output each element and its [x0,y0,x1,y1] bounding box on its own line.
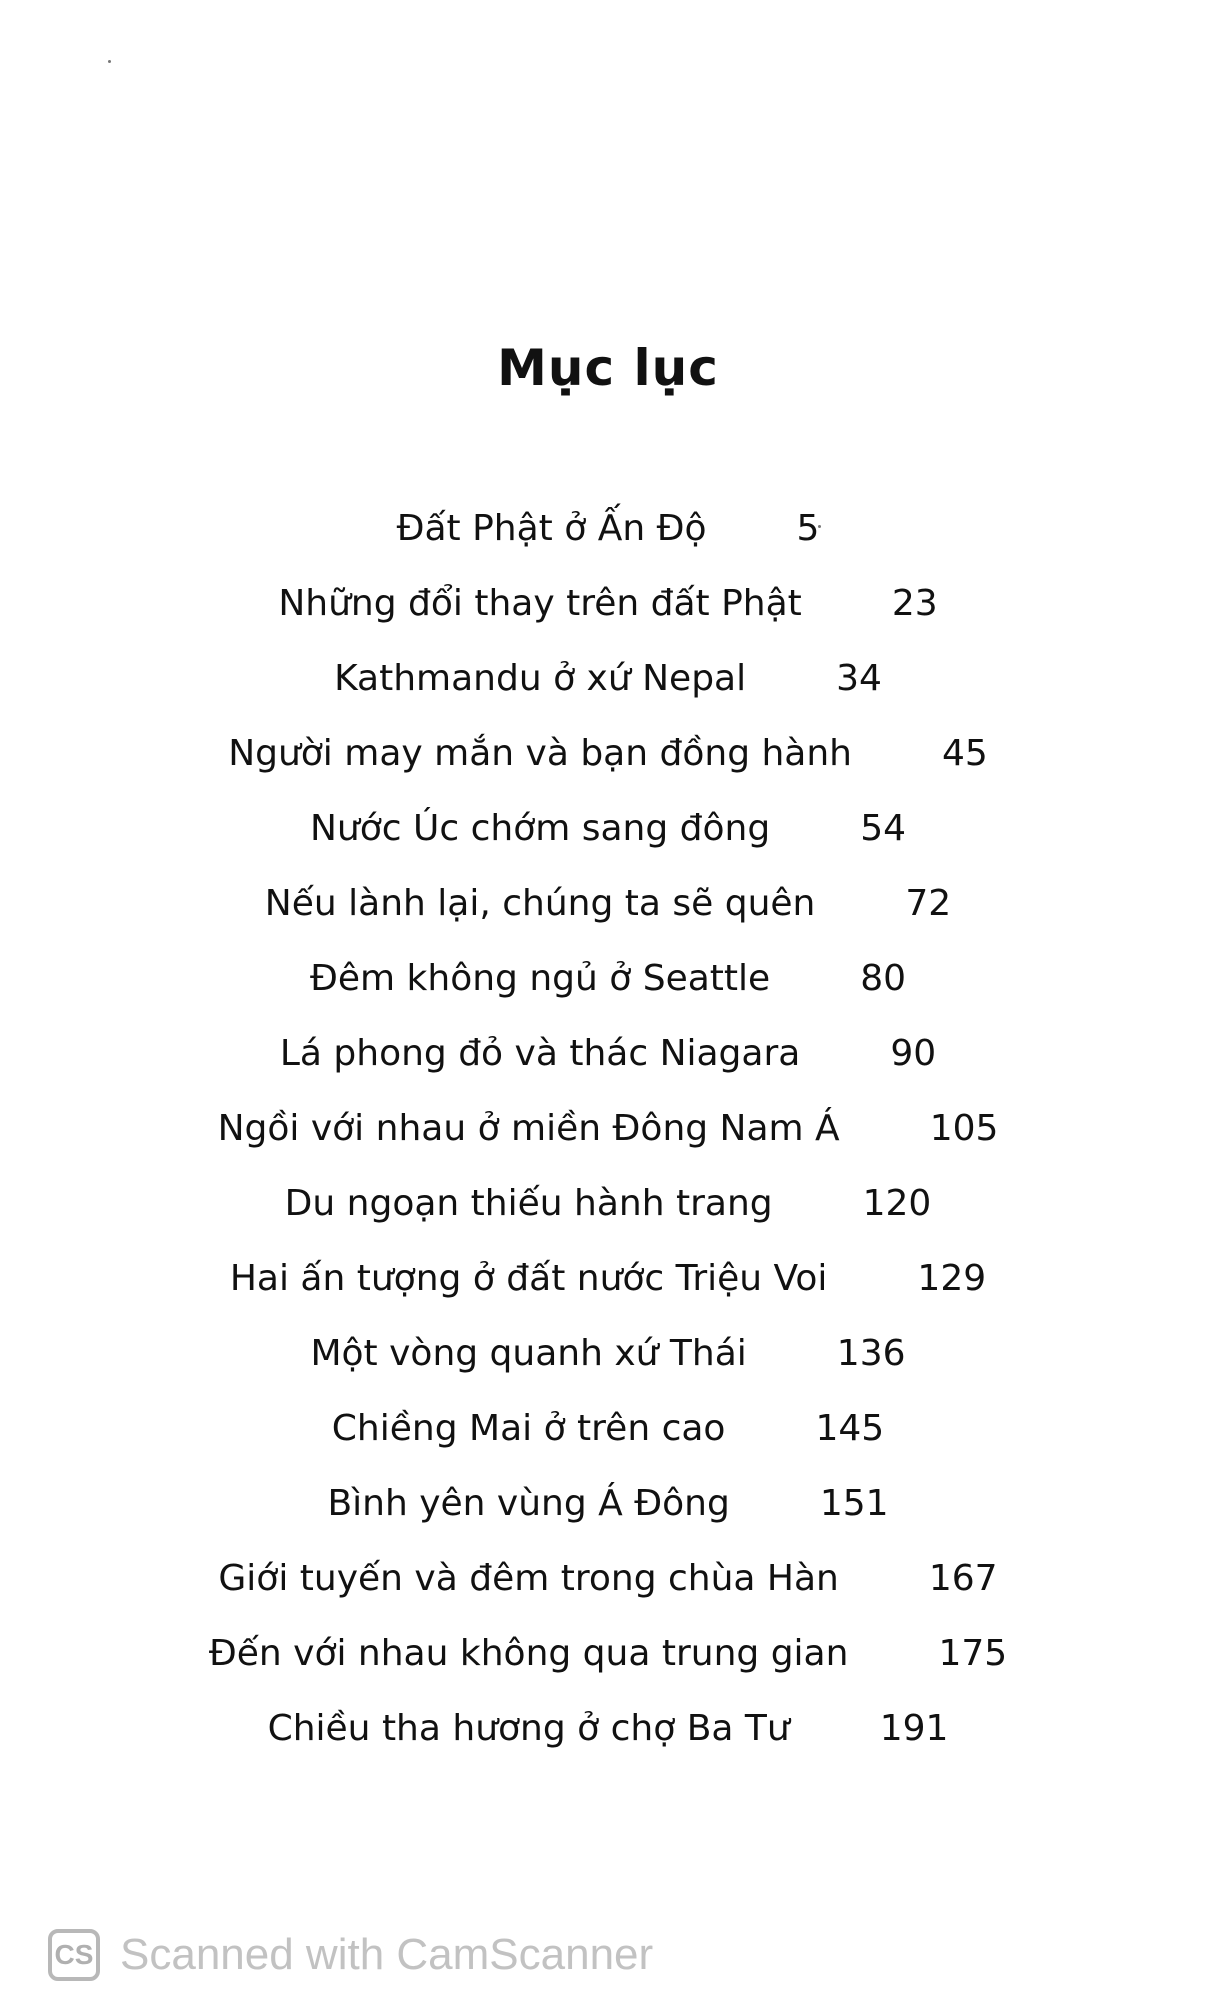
camscanner-logo-icon: CS [48,1929,100,1981]
toc-entry-page: 167 [928,1557,998,1599]
camscanner-watermark [48,1925,653,1985]
toc-entry-page: 5 [796,507,820,549]
toc-entry [0,1398,1216,1458]
toc-entry-title: Một vòng quanh xứ Thái [310,1332,747,1374]
toc-entry [0,1548,1216,1608]
toc-entry-title: Bình yên vùng Á Đông [327,1482,730,1524]
watermark-text: Scanned with CamScanner [120,1930,654,1979]
toc-entry [0,648,1216,708]
toc-entry-page: 136 [836,1332,906,1374]
toc-entry [0,1098,1216,1158]
toc-entry-title: Chiềng Mai ở trên cao [331,1407,726,1449]
toc-entry-page: 72 [905,882,952,924]
toc-entry [0,1248,1216,1308]
toc-entry [0,1023,1216,1083]
toc-entry-page: 191 [879,1707,949,1749]
toc-entry [0,798,1216,858]
toc-entry-page: 175 [938,1632,1008,1674]
toc-entry [0,1698,1216,1758]
toc-entry-title: Giới tuyến và đêm trong chùa Hàn [218,1557,839,1599]
toc-entry [0,1623,1216,1683]
toc-entry [0,1473,1216,1533]
toc-entry-title: Đến với nhau không qua trung gian [208,1632,849,1674]
toc-entry [0,723,1216,783]
toc-entry-page: 105 [929,1107,999,1149]
toc-entry [0,498,1216,558]
toc-entry-page: 23 [891,582,938,624]
toc-entry [0,1173,1216,1233]
toc-entry-title: Ngồi với nhau ở miền Đông Nam Á [217,1107,840,1149]
toc-entry-title: Nước Úc chớm sang đông [309,807,771,849]
toc-entry [0,1323,1216,1383]
toc-entry-title: Đêm không ngủ ở Seattle [309,957,771,999]
toc-entry-page: 34 [836,657,882,699]
toc-entry-title: Chiều tha hương ở chợ Ba Tư [267,1707,790,1749]
toc-entry-title: Du ngoạn thiếu hành trang [284,1182,773,1224]
toc-entry-title: Hai ấn tượng ở đất nước Triệu Voi [229,1257,828,1299]
toc-entry-page: 45 [942,732,988,774]
toc-entry-page: 129 [917,1257,987,1299]
page-title: Mục lục [497,338,719,397]
toc-entry-title: Lá phong đỏ và thác Niagara [279,1032,801,1074]
toc-entry-title: Nếu lành lại, chúng ta sẽ quên [264,882,816,924]
toc-entry-page: 90 [890,1032,937,1074]
toc-entry-title: Những đổi thay trên đất Phật [278,582,802,624]
toc-entry-title: Người may mắn và bạn đồng hành [228,732,852,774]
toc-entry-page: 151 [819,1482,889,1524]
toc-entry [0,573,1216,633]
toc-entry [0,873,1216,933]
toc-entry-page: 54 [860,807,907,849]
toc-entry-page: 80 [860,957,906,999]
toc-entry-page: 145 [815,1407,885,1449]
toc-entry-title: Kathmandu ở xứ Nepal [334,657,747,699]
toc-entry-page: 120 [862,1182,932,1224]
toc-entry-title: Đất Phật ở Ấn Độ [396,507,707,549]
toc-entry [0,948,1216,1008]
